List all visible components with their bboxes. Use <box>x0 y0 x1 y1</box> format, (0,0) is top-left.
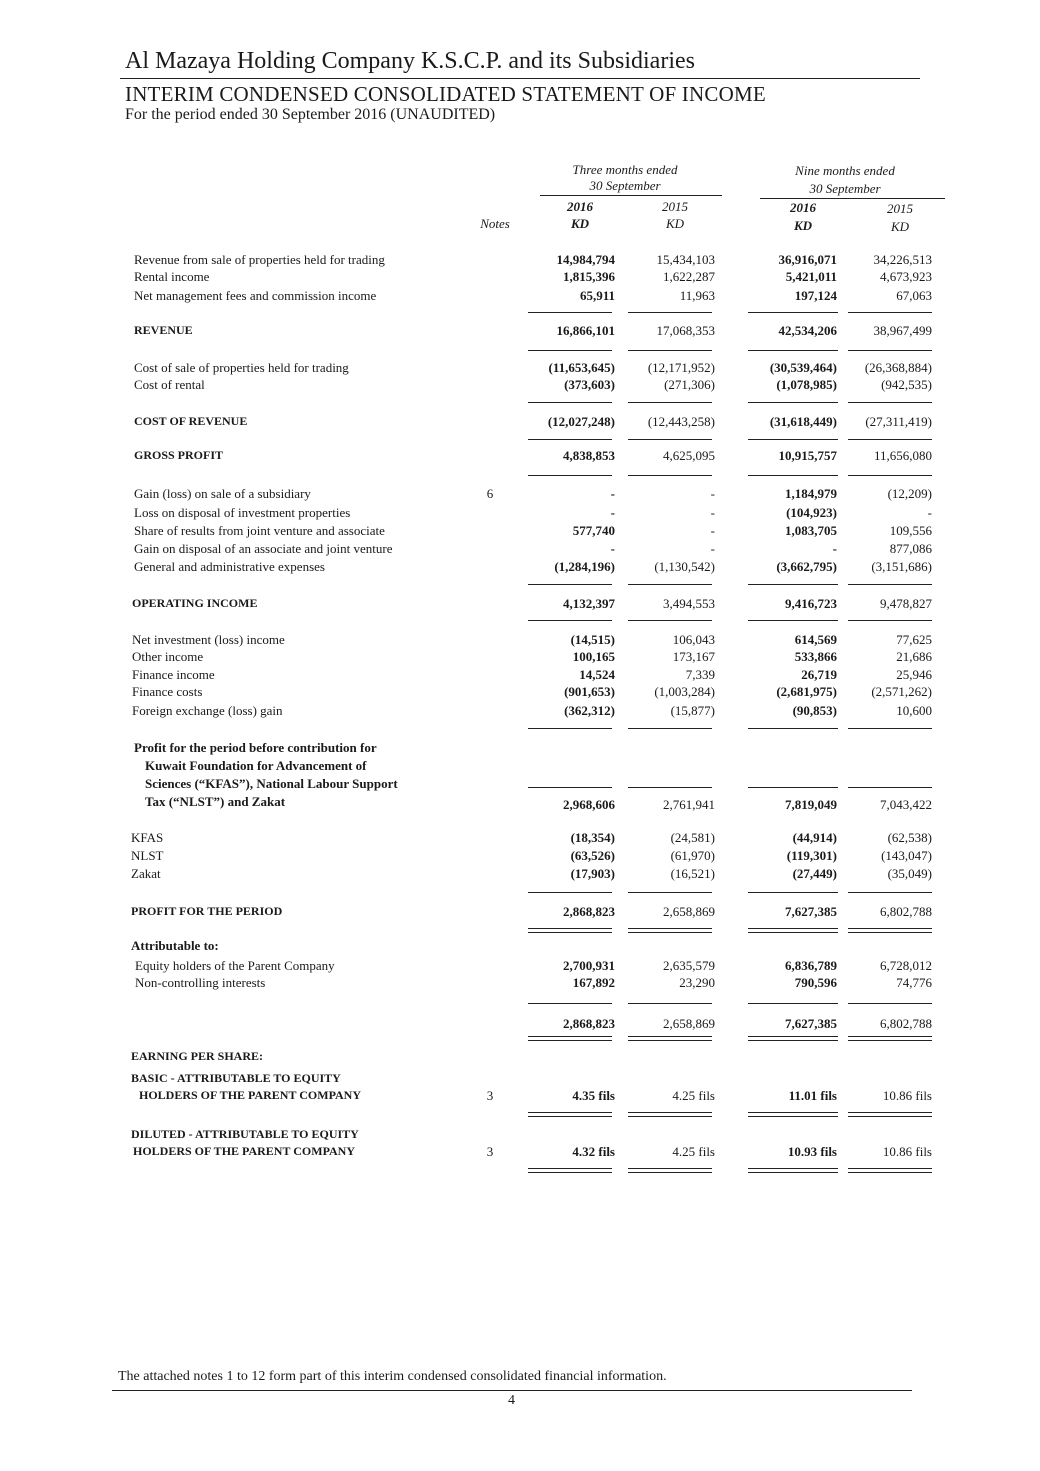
table-row <box>0 866 1040 884</box>
row-value-col2: 7,339 <box>685 667 715 682</box>
row-value-col1: (18,354) <box>570 830 615 845</box>
double-rule <box>848 928 932 933</box>
company-name: Al Mazaya Holding Company K.S.C.P. and its Subsidiaries <box>125 48 695 74</box>
col2-currency: KD <box>665 216 685 231</box>
table-row <box>0 684 1040 702</box>
single-rule <box>748 439 838 441</box>
row-value-col3: 1,184,979 <box>785 486 837 501</box>
row-value-col3: (2,681,975) <box>776 684 837 699</box>
row-label: COST OF REVENUE <box>134 414 248 428</box>
single-rule <box>528 620 612 622</box>
row-label: Gain (loss) on sale of a subsidiary <box>134 486 311 501</box>
row-label: NLST <box>131 848 164 863</box>
row-value-col2: 15,434,103 <box>656 252 715 267</box>
row-value-col1: (17,903) <box>570 866 615 881</box>
pbt-label-2: Kuwait Foundation for Advancement of <box>145 758 367 773</box>
table-row <box>0 288 1040 306</box>
row-value-col3: (31,618,449) <box>769 414 837 429</box>
single-rule <box>848 1003 932 1005</box>
single-rule <box>748 892 838 894</box>
period-subtitle: For the period ended 30 September 2016 (UNAUDITED) <box>125 106 496 123</box>
row-value-col4: 6,802,788 <box>880 904 932 919</box>
row-value-col2: 4.25 fils <box>672 1088 715 1103</box>
single-rule <box>528 787 612 789</box>
row-value-col3: (90,853) <box>792 703 837 718</box>
row-value-col4: (12,209) <box>887 486 932 501</box>
row-value-col4: (143,047) <box>881 848 932 863</box>
single-rule <box>848 312 932 314</box>
row-note: 3 <box>486 1088 494 1103</box>
table-row <box>0 377 1040 395</box>
row-value-col1: 14,984,794 <box>556 252 615 267</box>
row-value-col3: 197,124 <box>794 288 837 303</box>
row-label: Foreign exchange (loss) gain <box>132 703 283 718</box>
pbt-label-4: Tax (“NLST”) and Zakat <box>145 794 286 809</box>
row-value-col1: (362,312) <box>564 703 615 718</box>
col1-currency: KD <box>570 216 590 231</box>
single-rule <box>628 350 712 352</box>
single-rule <box>848 439 932 441</box>
row-label: OPERATING INCOME <box>132 596 258 610</box>
single-rule <box>628 439 712 441</box>
row-value-col1: 100,165 <box>572 649 615 664</box>
row-value-col4: (27,311,419) <box>865 414 932 429</box>
row-value-col2: 4,625,095 <box>663 448 715 463</box>
row-value-col4: - <box>927 505 932 520</box>
single-rule <box>628 892 712 894</box>
row-value-col3: 614,569 <box>794 632 837 647</box>
table-row <box>0 269 1040 287</box>
single-rule <box>848 787 932 789</box>
row-value-col4: (35,049) <box>887 866 932 881</box>
row-value-col1: 167,892 <box>572 975 615 990</box>
single-rule <box>528 439 612 441</box>
row-value-col3: 7,819,049 <box>785 797 837 812</box>
col3-currency: KD <box>793 218 813 233</box>
table-row <box>0 523 1040 541</box>
row-label: HOLDERS OF THE PARENT COMPANY <box>139 1088 362 1102</box>
row-label: Finance income <box>132 667 215 682</box>
single-rule <box>848 475 932 477</box>
col3-year: 2016 <box>790 200 816 215</box>
row-value-col4: 34,226,513 <box>873 252 932 267</box>
row-value-col2: (24,581) <box>670 830 715 845</box>
single-rule <box>748 350 838 352</box>
row-value-col2: 3,494,553 <box>663 596 715 611</box>
row-label: PROFIT FOR THE PERIOD <box>131 904 283 918</box>
table-row <box>0 632 1040 650</box>
row-value-col4: 7,043,422 <box>880 797 932 812</box>
row-value-col2: 173,167 <box>672 649 715 664</box>
row-value-col4: 74,776 <box>896 975 932 990</box>
table-row <box>0 596 1040 614</box>
row-value-col1: - <box>610 541 615 556</box>
double-rule <box>748 1168 838 1173</box>
single-rule <box>748 728 838 730</box>
row-value-col3: 7,627,385 <box>785 904 837 919</box>
row-label: Zakat <box>131 866 161 881</box>
page-number: 4 <box>508 1393 515 1408</box>
footer-rule <box>112 1390 912 1391</box>
row-value-col4: 877,086 <box>889 541 932 556</box>
row-value-col3: 42,534,206 <box>778 323 837 338</box>
row-value-col1: 4.32 fils <box>572 1144 615 1159</box>
row-value-col2: 23,290 <box>679 975 715 990</box>
row-label: Rental income <box>134 269 210 284</box>
row-value-col2: (16,521) <box>670 866 715 881</box>
row-value-col2: 17,068,353 <box>656 323 715 338</box>
row-value-col3: (1,078,985) <box>776 377 837 392</box>
row-value-col1: (11,653,645) <box>548 360 615 375</box>
row-value-col2: 2,635,579 <box>663 958 715 973</box>
table-row <box>0 1088 1040 1106</box>
row-value-col1: 577,740 <box>572 523 615 538</box>
row-label: General and administrative expenses <box>134 559 325 574</box>
table-row <box>0 1144 1040 1162</box>
table-row <box>0 414 1040 432</box>
nine-months-underline <box>760 198 945 199</box>
table-row <box>0 486 1040 504</box>
single-rule <box>528 892 612 894</box>
table-row <box>0 848 1040 866</box>
row-value-col2: - <box>710 505 715 520</box>
row-value-col2: - <box>710 541 715 556</box>
row-value-col4: (26,368,884) <box>864 360 932 375</box>
double-rule <box>748 1036 838 1041</box>
single-rule <box>748 1003 838 1005</box>
single-rule <box>848 892 932 894</box>
row-value-col2: 2,761,941 <box>663 797 715 812</box>
three-months-date: 30 September <box>589 178 661 193</box>
row-value-col1: 1,815,396 <box>563 269 615 284</box>
row-value-col4: 67,063 <box>896 288 932 303</box>
single-rule <box>748 620 838 622</box>
row-value-col2: - <box>710 486 715 501</box>
attributable-heading: Attributable to: <box>131 938 219 953</box>
single-rule <box>628 787 712 789</box>
header-rule <box>120 78 920 79</box>
row-value-col1: (1,284,196) <box>554 559 615 574</box>
single-rule <box>748 402 838 404</box>
table-row <box>0 505 1040 523</box>
row-value-col3: (44,914) <box>792 830 837 845</box>
three-months-header: Three months ended <box>572 162 678 177</box>
row-value-col3: (3,662,795) <box>776 559 837 574</box>
footer-note: The attached notes 1 to 12 form part of this interim condensed consolidated financial information. <box>118 1369 667 1384</box>
row-note: 6 <box>486 486 494 501</box>
double-rule <box>748 928 838 933</box>
table-row <box>0 448 1040 466</box>
double-rule <box>528 1036 612 1041</box>
row-value-col4: 21,686 <box>896 649 932 664</box>
double-rule <box>628 1036 712 1041</box>
row-label: Revenue from sale of properties held for trading <box>134 252 385 267</box>
single-rule <box>628 312 712 314</box>
row-value-col1: (373,603) <box>564 377 615 392</box>
row-value-col4: (2,571,262) <box>871 684 932 699</box>
row-value-col1: 4,132,397 <box>563 596 615 611</box>
row-value-col1: 14,524 <box>579 667 615 682</box>
table-row <box>0 830 1040 848</box>
row-value-col4: 109,556 <box>889 523 932 538</box>
table-row <box>0 360 1040 378</box>
row-value-col3: 26,719 <box>801 667 837 682</box>
row-value-col2: (12,171,952) <box>647 360 715 375</box>
row-value-col3: 790,596 <box>794 975 837 990</box>
single-rule <box>528 584 612 586</box>
row-label: Non-controlling interests <box>135 975 266 990</box>
row-value-col3: - <box>832 541 837 556</box>
row-value-col2: 2,658,869 <box>663 1016 715 1031</box>
row-value-col2: (1,003,284) <box>654 684 715 699</box>
statement-title: INTERIM CONDENSED CONSOLIDATED STATEMENT OF INCOME <box>125 82 766 106</box>
row-value-col3: 1,083,705 <box>785 523 837 538</box>
row-value-col4: 11,656,080 <box>873 448 932 463</box>
pbt-label-3: Sciences (“KFAS”), National Labour Support <box>145 776 398 791</box>
row-value-col2: (12,443,258) <box>647 414 715 429</box>
single-rule <box>528 728 612 730</box>
row-value-col1: (63,526) <box>570 848 615 863</box>
single-rule <box>848 402 932 404</box>
col1-year: 2016 <box>567 199 593 214</box>
table-row <box>0 703 1040 721</box>
basic-eps-heading: BASIC - ATTRIBUTABLE TO EQUITY <box>131 1071 341 1085</box>
row-value-col3: 6,836,789 <box>785 958 837 973</box>
row-value-col4: 77,625 <box>896 632 932 647</box>
row-value-col1: 16,866,101 <box>556 323 615 338</box>
single-rule <box>528 475 612 477</box>
table-row <box>0 1016 1040 1034</box>
row-value-col3: 36,916,071 <box>778 252 837 267</box>
row-value-col3: (104,923) <box>786 505 837 520</box>
row-label: Profit for the period before contribution for <box>134 740 377 755</box>
three-months-underline <box>540 195 722 196</box>
row-value-col1: 4.35 fils <box>572 1088 615 1103</box>
col4-year: 2015 <box>887 201 913 216</box>
row-value-col4: 6,802,788 <box>880 1016 932 1031</box>
notes-header: Notes <box>480 216 510 231</box>
row-label: GROSS PROFIT <box>134 448 224 462</box>
single-rule <box>848 620 932 622</box>
double-rule <box>628 1112 712 1117</box>
nine-months-header: Nine months ended <box>795 163 895 178</box>
table-row <box>0 559 1040 577</box>
single-rule <box>748 787 838 789</box>
row-label: Finance costs <box>132 684 203 699</box>
row-value-col3: 9,416,723 <box>785 596 837 611</box>
row-value-col2: 11,963 <box>679 288 715 303</box>
row-label: Equity holders of the Parent Company <box>135 958 335 973</box>
row-value-col2: 1,622,287 <box>663 269 715 284</box>
row-value-col4: 6,728,012 <box>880 958 932 973</box>
single-rule <box>748 312 838 314</box>
row-label: Net investment (loss) income <box>132 632 285 647</box>
single-rule <box>628 728 712 730</box>
single-rule <box>528 402 612 404</box>
row-value-col1: 4,838,853 <box>563 448 615 463</box>
row-label: Cost of sale of properties held for trading <box>134 360 349 375</box>
single-rule <box>748 475 838 477</box>
row-value-col1: 2,868,823 <box>563 904 615 919</box>
row-note: 3 <box>486 1144 494 1159</box>
double-rule <box>748 1112 838 1117</box>
row-value-col3: 10.93 fils <box>787 1144 837 1159</box>
table-row <box>0 958 1040 976</box>
row-value-col4: 38,967,499 <box>873 323 932 338</box>
double-rule <box>848 1112 932 1117</box>
row-value-col4: 10,600 <box>896 703 932 718</box>
double-rule <box>628 1168 712 1173</box>
row-value-col3: 5,421,011 <box>785 269 837 284</box>
row-label: REVENUE <box>134 323 193 337</box>
row-value-col2: (1,130,542) <box>654 559 715 574</box>
row-value-col2: (15,877) <box>670 703 715 718</box>
row-label: KFAS <box>131 830 164 845</box>
row-value-col2: 4.25 fils <box>672 1144 715 1159</box>
row-value-col1: (12,027,248) <box>547 414 615 429</box>
col4-currency: KD <box>890 219 910 234</box>
row-label: Gain on disposal of an associate and joint venture <box>134 541 393 556</box>
row-value-col1: - <box>610 486 615 501</box>
single-rule <box>528 312 612 314</box>
single-rule <box>628 475 712 477</box>
row-value-col4: 10.86 fils <box>882 1144 932 1159</box>
row-value-col1: - <box>610 505 615 520</box>
row-value-col4: 10.86 fils <box>882 1088 932 1103</box>
row-value-col4: 4,673,923 <box>880 269 932 284</box>
table-row <box>0 975 1040 993</box>
row-value-col4: 25,946 <box>896 667 932 682</box>
single-rule <box>628 402 712 404</box>
row-value-col2: (61,970) <box>670 848 715 863</box>
row-label: Cost of rental <box>134 377 205 392</box>
table-row <box>0 541 1040 559</box>
row-label: Share of results from joint venture and associate <box>134 523 385 538</box>
row-value-col3: 533,866 <box>794 649 837 664</box>
single-rule <box>848 584 932 586</box>
double-rule <box>848 1036 932 1041</box>
row-value-col1: 65,911 <box>579 288 615 303</box>
row-value-col1: 2,700,931 <box>563 958 615 973</box>
single-rule <box>528 350 612 352</box>
row-label: Other income <box>132 649 204 664</box>
double-rule <box>528 1112 612 1117</box>
row-value-col3: 7,627,385 <box>785 1016 837 1031</box>
single-rule <box>628 620 712 622</box>
diluted-eps-heading: DILUTED - ATTRIBUTABLE TO EQUITY <box>131 1127 359 1141</box>
row-value-col4: (942,535) <box>881 377 932 392</box>
row-value-col3: (119,301) <box>786 848 837 863</box>
row-value-col2: 106,043 <box>672 632 715 647</box>
double-rule <box>628 928 712 933</box>
row-label: HOLDERS OF THE PARENT COMPANY <box>133 1144 356 1158</box>
single-rule <box>748 584 838 586</box>
row-value-col2: (271,306) <box>664 377 715 392</box>
row-value-col1: 2,868,823 <box>563 1016 615 1031</box>
double-rule <box>848 1168 932 1173</box>
row-value-col3: (30,539,464) <box>769 360 837 375</box>
row-value-col1: (14,515) <box>570 632 615 647</box>
single-rule <box>628 584 712 586</box>
table-row <box>0 904 1040 922</box>
table-row <box>0 667 1040 685</box>
single-rule <box>628 1003 712 1005</box>
col2-year: 2015 <box>662 199 688 214</box>
row-value-col3: 10,915,757 <box>778 448 837 463</box>
single-rule <box>528 1003 612 1005</box>
row-value-col3: (27,449) <box>792 866 837 881</box>
double-rule <box>528 1168 612 1173</box>
row-value-col4: (62,538) <box>887 830 932 845</box>
table-row <box>0 323 1040 341</box>
table-row <box>0 649 1040 667</box>
double-rule <box>528 928 612 933</box>
row-label: Loss on disposal of investment properties <box>134 505 351 520</box>
single-rule <box>848 728 932 730</box>
table-row <box>0 252 1040 270</box>
row-value-col1: 2,968,606 <box>563 797 615 812</box>
row-value-col2: 2,658,869 <box>663 904 715 919</box>
single-rule <box>848 350 932 352</box>
row-value-col4: (3,151,686) <box>871 559 932 574</box>
eps-heading: EARNING PER SHARE: <box>131 1049 264 1063</box>
row-label: Net management fees and commission income <box>134 288 377 303</box>
row-value-col4: 9,478,827 <box>880 596 932 611</box>
row-value-col2: - <box>710 523 715 538</box>
nine-months-date: 30 September <box>809 181 881 196</box>
row-value-col1: (901,653) <box>564 684 615 699</box>
row-value-col3: 11.01 fils <box>788 1088 837 1103</box>
